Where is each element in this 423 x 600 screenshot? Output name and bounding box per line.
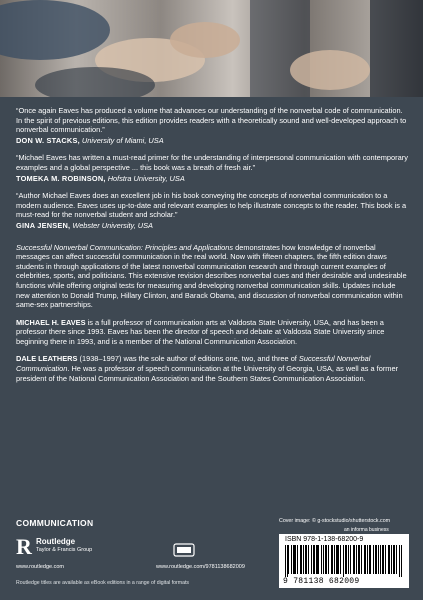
endorser-affiliation: Hofstra University, USA	[107, 173, 185, 183]
barcode-bar	[314, 545, 315, 574]
barcode-bar	[348, 545, 349, 574]
barcode-bar	[306, 545, 307, 574]
barcode-bar	[343, 545, 344, 577]
barcode-bar	[293, 545, 294, 574]
barcode-bar	[338, 545, 339, 574]
barcode-bar	[303, 545, 304, 574]
barcode-bar	[321, 545, 322, 574]
endorsement-quote-3: “Author Michael Eaves does an excellent job in his book conveying the concepts of nonverbal communication to a modern audience. Eaves uses up-to-date and relevant examples to help illustrate concepts to the reader. This book is a must-read for the nonverbal student and scholar.”	[16, 191, 407, 220]
barcode-bar	[382, 545, 383, 574]
barcode-bar	[361, 545, 362, 574]
ebook-availability-note: Routledge titles are available as eBook editions in a range of digital formats	[16, 580, 190, 586]
barcode-bar	[334, 545, 335, 574]
barcode-bar	[367, 545, 368, 574]
book-title: Successful Nonverbal Communication: Principles and Applications	[16, 242, 234, 252]
barcode-bar	[323, 545, 324, 574]
book-description	[16, 243, 408, 310]
barcode-bar	[318, 545, 319, 574]
barcode-bar	[340, 545, 341, 574]
barcode-bar	[373, 545, 374, 574]
cover-image-credit: Cover image: © g-stockstudio/shutterstock.com	[279, 518, 391, 524]
barcode-bar	[305, 545, 306, 574]
ebook-url: www.routledge.com/9781138682009	[156, 564, 245, 570]
barcode-bar	[285, 545, 286, 577]
barcode-digits: 9 781138 682009	[283, 577, 360, 586]
publisher-name: Routledge	[36, 537, 76, 546]
barcode-bar	[378, 545, 379, 574]
barcode-bar	[346, 545, 347, 574]
bio-text: (1938–1997) was the sole author of editions one, two, and three of	[77, 354, 299, 364]
barcode-bar	[354, 545, 355, 574]
barcode-bar	[380, 545, 381, 574]
endorsement-quote-2: “Michael Eaves has written a must-read primer for the understanding of interpersonal communication with contemporary examples and a global perspective ... this book was a breath of fresh air.”	[16, 153, 408, 172]
publisher-group: Taylor & Francis Group	[36, 547, 93, 553]
barcode-bar	[328, 545, 329, 574]
barcode-bar	[326, 545, 327, 574]
barcode-bar	[356, 545, 357, 574]
endorser-name: TOMEKA M. ROBINSON,	[16, 173, 106, 183]
back-cover-text	[16, 106, 408, 391]
endorsement-attribution-1	[16, 136, 408, 146]
barcode-bar	[337, 545, 338, 574]
endorser-affiliation: Webster University, USA	[72, 220, 153, 230]
barcode-bar	[287, 545, 288, 577]
barcode-bar	[291, 545, 292, 574]
barcode-bar	[385, 545, 386, 574]
ebook-icon	[173, 542, 195, 558]
barcode-bar	[369, 545, 370, 574]
barcode-bar	[391, 545, 392, 574]
author-name: MICHAEL H. EAVES	[16, 317, 86, 327]
barcode-bar	[316, 545, 317, 574]
barcode-bar	[308, 545, 309, 574]
barcode-bar	[393, 545, 394, 574]
barcode-bar	[399, 545, 400, 577]
barcode-bar	[317, 545, 318, 574]
barcode-bar	[332, 545, 333, 574]
barcode-bar	[288, 545, 289, 574]
barcode-bar	[376, 545, 377, 574]
barcode-bar	[358, 545, 359, 574]
barcode-bar	[388, 545, 389, 574]
barcode-bar	[394, 545, 395, 574]
endorser-name: GINA JENSEN,	[16, 220, 71, 230]
barcode-bar	[359, 545, 360, 574]
endorsement-quote-1: “Once again Eaves has produced a volume that advances our understanding of the nonverbal code of communication. In the spirit of previous editions, this edition provides readers with a theoretically sound and well-developed approach to nonverbal communication.”	[16, 106, 407, 135]
barcode-bar	[311, 545, 312, 574]
isbn-number: ISBN 978-1-138-68200-9	[285, 536, 364, 543]
cover-photo	[0, 0, 423, 97]
barcode-bar	[365, 545, 366, 574]
barcode-bar	[295, 545, 296, 574]
author-bio-eaves	[16, 318, 408, 347]
barcode-icon	[285, 545, 403, 577]
barcode-bar	[325, 545, 326, 574]
barcode-bar	[383, 545, 384, 574]
description-text: demonstrates how knowledge of nonverbal messages can affect successful communication in the real world. Now with fifteen chapters, the fifth edition draws students in through applications of the latest nonverbal communication research and through current examples of celebrities, sports, and politicians. This extensive revision describes nonverbal cues and their desirable and undesirable functions while offering original tests for measuring and developing nonverbal communication skills. Updates include new attention to Donald Trump, Hillary Clinton, and Barack Obama, and discussion of nonverbal communication within same-sex partnerships.	[16, 242, 407, 310]
barcode-bar	[401, 545, 402, 577]
routledge-logo-icon: R	[16, 534, 32, 559]
informa-label: an informa business	[344, 527, 389, 533]
barcode-bar	[345, 545, 346, 574]
barcode-bar	[375, 545, 376, 574]
endorser-name: DON W. STACKS,	[16, 135, 80, 145]
barcode-bar	[370, 545, 371, 574]
barcode-bar	[336, 545, 337, 574]
bio-text: is a full professor of communication arts at Valdosta State University, USA, and has been a professor there since 1993. Eaves has been the director of speech and debate at Valdosta State University since beginning there in 1993, and is a member of the National Communication Association.	[16, 317, 385, 346]
barcode-bar	[294, 545, 295, 574]
barcode-bar	[353, 545, 354, 574]
barcode-bar	[350, 545, 351, 574]
bio-text: . He was a professor of speech communication at the University of Georgia, USA, as well as a former president of the National Communication Association and the Southern States Communication Association.	[16, 364, 399, 383]
endorsement-attribution-3	[16, 221, 408, 231]
publisher-url: www.routledge.com	[16, 564, 64, 570]
author-name: DALE LEATHERS	[16, 354, 78, 364]
author-bio-leathers	[16, 354, 408, 383]
endorsement-attribution-2	[16, 174, 408, 184]
barcode-bar	[396, 545, 397, 574]
people-hands-illustration	[0, 0, 423, 97]
barcode-bar	[297, 545, 298, 574]
endorser-affiliation: University of Miami, USA	[81, 135, 164, 145]
barcode-bar	[364, 545, 365, 574]
barcode-bar	[301, 545, 302, 574]
subject-category: COMMUNICATION	[16, 518, 94, 528]
isbn-barcode	[279, 534, 409, 588]
barcode-bar	[331, 545, 332, 574]
book-title-italic: Successful Nonverbal Communication	[16, 354, 371, 374]
barcode-bar	[389, 545, 390, 574]
barcode-bar	[313, 545, 314, 574]
barcode-bar	[300, 545, 301, 574]
